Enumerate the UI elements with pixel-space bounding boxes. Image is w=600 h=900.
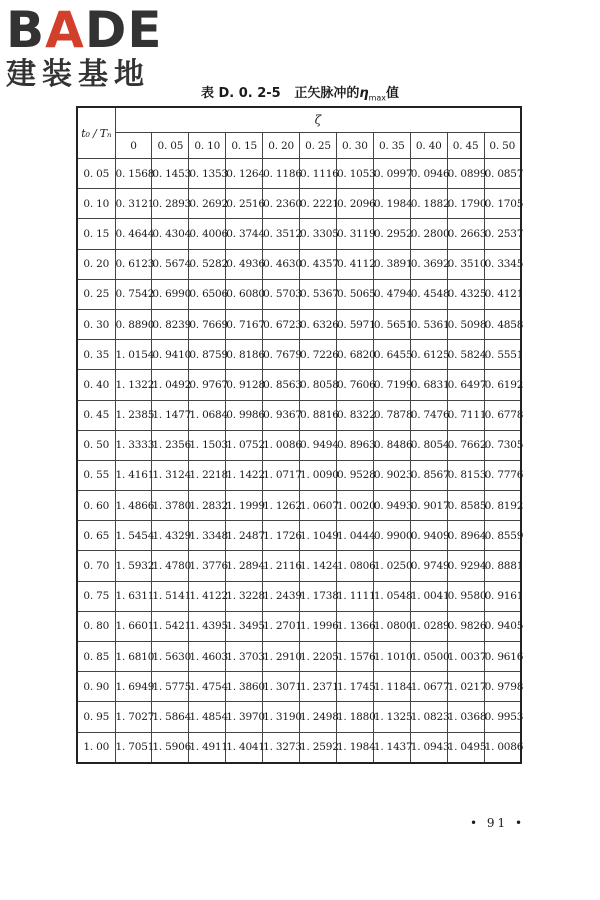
table-cell: 1. 3780 (152, 491, 189, 521)
table-cell: 0. 6990 (152, 279, 189, 309)
table-cell: 0. 3512 (263, 219, 300, 249)
row-label-cell: 0. 40 (77, 370, 115, 400)
row-label-cell: 0. 70 (77, 551, 115, 581)
table-cell: 1. 3333 (115, 430, 152, 460)
table-cell: 1. 4329 (152, 521, 189, 551)
table-cell: 1. 1049 (300, 521, 337, 551)
column-header: 0. 45 (447, 133, 484, 159)
table-cell: 0. 6080 (226, 279, 263, 309)
table-cell: 1. 1477 (152, 400, 189, 430)
table-row (77, 189, 521, 219)
table-cell: 0. 4357 (300, 249, 337, 279)
row-label-cell: 1. 00 (77, 732, 115, 763)
table-cell: 0. 8559 (484, 521, 521, 551)
row-label-cell: 0. 15 (77, 219, 115, 249)
table-cell: 1. 6311 (115, 581, 152, 611)
table-cell: 0. 9798 (484, 672, 521, 702)
table-cell: 1. 0492 (152, 370, 189, 400)
table-cell: 1. 1111 (336, 581, 373, 611)
table-cell: 0. 4644 (115, 219, 152, 249)
column-header: 0. 40 (410, 133, 447, 159)
table-cell: 1. 1880 (336, 702, 373, 732)
table-cell: 0. 3119 (336, 219, 373, 249)
table-cell: 0. 9900 (373, 521, 410, 551)
logo-brand-text: BADE (6, 1, 163, 59)
table-cell: 1. 0020 (336, 491, 373, 521)
table-cell: 1. 5141 (152, 581, 189, 611)
table-cell: 1. 1576 (336, 642, 373, 672)
table-cell: 0. 6192 (484, 370, 521, 400)
table-cell: 0. 7606 (336, 370, 373, 400)
table-cell: 0. 9528 (336, 460, 373, 490)
table-cell: 1. 4603 (189, 642, 226, 672)
column-header: 0. 30 (336, 133, 373, 159)
table-cell: 0. 8186 (226, 340, 263, 370)
table-cell: 1. 3776 (189, 551, 226, 581)
column-header: 0. 15 (226, 133, 263, 159)
table-cell: 0. 2516 (226, 189, 263, 219)
table-cell: 0. 2221 (300, 189, 337, 219)
table-cell: 1. 1424 (300, 551, 337, 581)
table-cell: 0. 9161 (484, 581, 521, 611)
table-cell: 0. 2692 (189, 189, 226, 219)
table-cell: 1. 2592 (300, 732, 337, 763)
table-row (77, 521, 521, 551)
caption-number: 表 D. 0. 2-5 (200, 86, 281, 101)
table-cell: 0. 6123 (115, 249, 152, 279)
table-cell: 1. 3703 (226, 642, 263, 672)
table-cell: 0. 6723 (263, 309, 300, 339)
table-cell: 1. 1325 (373, 702, 410, 732)
table-cell: 1. 6601 (115, 611, 152, 641)
table-cell: 0. 1790 (447, 189, 484, 219)
table-row (77, 642, 521, 672)
table-cell: 1. 5932 (115, 551, 152, 581)
table-cell: 1. 3228 (226, 581, 263, 611)
table-cell: 0. 3345 (484, 249, 521, 279)
table-cell: 0. 3891 (373, 249, 410, 279)
table-cell: 0. 8881 (484, 551, 521, 581)
table-cell: 0. 7199 (373, 370, 410, 400)
table-cell: 0. 5367 (300, 279, 337, 309)
table-cell: 0. 8759 (189, 340, 226, 370)
table-cell: 0. 9580 (447, 581, 484, 611)
table-cell: 0. 5703 (263, 279, 300, 309)
table-cell: 1. 3970 (226, 702, 263, 732)
row-label-cell: 0. 80 (77, 611, 115, 641)
table-cell: 0. 8816 (300, 400, 337, 430)
table-cell: 1. 0752 (226, 430, 263, 460)
row-label-cell: 0. 30 (77, 309, 115, 339)
column-header: 0. 50 (484, 133, 521, 159)
table-cell: 1. 1010 (373, 642, 410, 672)
table-row (77, 159, 521, 189)
table-cell: 1. 3071 (263, 672, 300, 702)
table-cell: 0. 1984 (373, 189, 410, 219)
logo-tagline: 建装基地 (6, 57, 150, 92)
table-cell: 1. 0943 (410, 732, 447, 763)
table-cell: 0. 6455 (373, 340, 410, 370)
table-cell: 0. 2096 (336, 189, 373, 219)
row-label-cell: 0. 35 (77, 340, 115, 370)
page-number: • 91 • (470, 816, 526, 830)
table-cell: 0. 8585 (447, 491, 484, 521)
table-cell: 1. 2487 (226, 521, 263, 551)
table-cell: 0. 8239 (152, 309, 189, 339)
table-cell: 1. 2116 (263, 551, 300, 581)
table-cell: 1. 0500 (410, 642, 447, 672)
table-cell: 1. 5864 (152, 702, 189, 732)
table-cell: 1. 6949 (115, 672, 152, 702)
table-cell: 1. 4911 (189, 732, 226, 763)
table-cell: 0. 9953 (484, 702, 521, 732)
table-cell: 1. 0217 (447, 672, 484, 702)
table-cell: 0. 7662 (447, 430, 484, 460)
table-cell: 0. 7776 (484, 460, 521, 490)
table-cell: 1. 5630 (152, 642, 189, 672)
table-cell: 1. 7027 (115, 702, 152, 732)
table-row (77, 491, 521, 521)
table-cell: 0. 5651 (373, 309, 410, 339)
table-cell: 1. 4866 (115, 491, 152, 521)
table-cell: 1. 0086 (263, 430, 300, 460)
table-cell: 0. 8890 (115, 309, 152, 339)
table-cell: 0. 7226 (300, 340, 337, 370)
table-cell: 1. 0717 (263, 460, 300, 490)
table-cell: 1. 1984 (336, 732, 373, 763)
table-cell: 0. 6831 (410, 370, 447, 400)
table-cell: 0. 9986 (226, 400, 263, 430)
column-header: 0. 20 (263, 133, 300, 159)
table-cell: 1. 0806 (336, 551, 373, 581)
table-row (77, 430, 521, 460)
table-body (77, 159, 524, 763)
header-row-columns (77, 133, 521, 159)
table-cell: 0. 1053 (336, 159, 373, 189)
table-cell: 0. 9493 (373, 491, 410, 521)
table-row (77, 219, 521, 249)
table-cell: 0. 3510 (447, 249, 484, 279)
table-cell: 1. 3190 (263, 702, 300, 732)
caption-symbol: η (359, 86, 369, 101)
table-cell: 1. 4041 (226, 732, 263, 763)
row-label-cell: 0. 20 (77, 249, 115, 279)
table-cell: 1. 0444 (336, 521, 373, 551)
table-cell: 0. 3305 (300, 219, 337, 249)
table-cell: 0. 7305 (484, 430, 521, 460)
zeta-group-header: ζ (115, 107, 521, 133)
row-label-cell: 0. 90 (77, 672, 115, 702)
table-row (77, 460, 521, 490)
table-cell: 0. 8153 (447, 460, 484, 490)
table-cell: 0. 0997 (373, 159, 410, 189)
column-header: 0. 25 (300, 133, 337, 159)
row-label-cell: 0. 85 (77, 642, 115, 672)
table-cell: 0. 4794 (373, 279, 410, 309)
table-cell: 0. 4006 (189, 219, 226, 249)
table-cell: 0. 1264 (226, 159, 263, 189)
table-cell: 0. 4936 (226, 249, 263, 279)
table-cell: 1. 2439 (263, 581, 300, 611)
table-cell: 1. 1366 (336, 611, 373, 641)
table-row (77, 400, 521, 430)
table-cell: 1. 0289 (410, 611, 447, 641)
table-cell: 1. 0607 (300, 491, 337, 521)
table-cell: 0. 6778 (484, 400, 521, 430)
row-label-cell: 0. 55 (77, 460, 115, 490)
table-cell: 0. 2893 (152, 189, 189, 219)
row-label-cell: 0. 75 (77, 581, 115, 611)
table-cell: 1. 2894 (226, 551, 263, 581)
table-cell: 1. 2205 (300, 642, 337, 672)
table-row (77, 581, 521, 611)
table-cell: 0. 2952 (373, 219, 410, 249)
table-cell: 1. 7051 (115, 732, 152, 763)
row-label-cell: 0. 50 (77, 430, 115, 460)
table-cell: 1. 0368 (447, 702, 484, 732)
eta-max-table (76, 106, 522, 764)
table-cell: 0. 3692 (410, 249, 447, 279)
table-row (77, 732, 521, 763)
table-cell: 0. 2800 (410, 219, 447, 249)
table-cell: 0. 1568 (115, 159, 152, 189)
table-cell: 1. 0684 (189, 400, 226, 430)
row-label-cell: 0. 25 (77, 279, 115, 309)
table-cell: 0. 5674 (152, 249, 189, 279)
table-cell: 1. 4395 (189, 611, 226, 641)
table-cell: 1. 2701 (263, 611, 300, 641)
table-caption (0, 82, 600, 103)
table-cell: 0. 4121 (484, 279, 521, 309)
row-label-cell: 0. 45 (77, 400, 115, 430)
caption-text: 正矢脉冲的 (294, 86, 360, 101)
table-cell: 0. 6506 (189, 279, 226, 309)
table-row (77, 551, 521, 581)
table-cell: 1. 1996 (300, 611, 337, 641)
table-row (77, 249, 521, 279)
table-cell: 0. 9023 (373, 460, 410, 490)
table-cell: 0. 5971 (336, 309, 373, 339)
table-cell: 0. 7111 (447, 400, 484, 430)
table-cell: 1. 1184 (373, 672, 410, 702)
table-cell: 1. 2385 (115, 400, 152, 430)
table-cell: 0. 7669 (189, 309, 226, 339)
table-cell: 0. 8563 (263, 370, 300, 400)
table-cell: 1. 2356 (152, 430, 189, 460)
table-cell: 0. 1353 (189, 159, 226, 189)
column-header: 0 (115, 133, 152, 159)
table-cell: 1. 2498 (300, 702, 337, 732)
table-cell: 0. 0946 (410, 159, 447, 189)
table-cell: 0. 9749 (410, 551, 447, 581)
table-row (77, 702, 521, 732)
row-label-cell: 0. 95 (77, 702, 115, 732)
bade-logo (6, 1, 176, 92)
table-cell: 0. 9767 (189, 370, 226, 400)
table-cell: 1. 1738 (300, 581, 337, 611)
column-header: 0. 05 (152, 133, 189, 159)
row-header-cell: t₀ / Tₙ (77, 107, 115, 159)
table-cell: 1. 5421 (152, 611, 189, 641)
table-cell: 0. 0899 (447, 159, 484, 189)
table-cell: 1. 5454 (115, 521, 152, 551)
table-cell: 1. 2218 (189, 460, 226, 490)
table-cell: 0. 1705 (484, 189, 521, 219)
table-cell: 0. 4630 (263, 249, 300, 279)
table-cell: 1. 3348 (189, 521, 226, 551)
table-cell: 0. 5551 (484, 340, 521, 370)
table-cell: 1. 4122 (189, 581, 226, 611)
table-cell: 1. 0090 (300, 460, 337, 490)
table-cell: 0. 5098 (447, 309, 484, 339)
table-cell: 0. 4304 (152, 219, 189, 249)
table-cell: 0. 9405 (484, 611, 521, 641)
table-cell: 0. 9128 (226, 370, 263, 400)
header-row-group (77, 107, 521, 133)
caption-subscript: max (368, 93, 387, 103)
table-cell: 1. 2832 (189, 491, 226, 521)
table-row (77, 370, 521, 400)
table-cell: 0. 7167 (226, 309, 263, 339)
table-cell: 0. 7542 (115, 279, 152, 309)
table-cell: 0. 9826 (447, 611, 484, 641)
row-label-cell: 0. 60 (77, 491, 115, 521)
table-cell: 0. 7878 (373, 400, 410, 430)
table-cell: 0. 5361 (410, 309, 447, 339)
table-cell: 0. 6125 (410, 340, 447, 370)
table-cell: 1. 0800 (373, 611, 410, 641)
table-cell: 1. 4854 (189, 702, 226, 732)
table-cell: 0. 8054 (410, 430, 447, 460)
logo-wordmark (6, 1, 176, 59)
table-cell: 0. 4858 (484, 309, 521, 339)
table-cell: 0. 1116 (300, 159, 337, 189)
table-cell: 1. 1745 (336, 672, 373, 702)
table-cell: 1. 4780 (152, 551, 189, 581)
table-row (77, 309, 521, 339)
table-cell: 0. 5065 (336, 279, 373, 309)
table-cell: 1. 0037 (447, 642, 484, 672)
table-cell: 0. 6497 (447, 370, 484, 400)
table-cell: 1. 0250 (373, 551, 410, 581)
table-cell: 0. 4548 (410, 279, 447, 309)
table-cell: 0. 2360 (263, 189, 300, 219)
table-cell: 0. 9409 (410, 521, 447, 551)
table-cell: 1. 1999 (226, 491, 263, 521)
table-cell: 0. 3121 (115, 189, 152, 219)
table-cell: 0. 9367 (263, 400, 300, 430)
table-cell: 1. 0548 (373, 581, 410, 611)
table-cell: 0. 8322 (336, 400, 373, 430)
table-cell: 0. 7679 (263, 340, 300, 370)
table-cell: 0. 1453 (152, 159, 189, 189)
table-cell: 0. 8058 (300, 370, 337, 400)
table-cell: 1. 0677 (410, 672, 447, 702)
table-cell: 0. 0857 (484, 159, 521, 189)
table-cell: 0. 9294 (447, 551, 484, 581)
table-cell: 0. 9494 (300, 430, 337, 460)
table-cell: 1. 1422 (226, 460, 263, 490)
table-cell: 1. 0086 (484, 732, 521, 763)
table-cell: 0. 1882 (410, 189, 447, 219)
column-header: 0. 10 (189, 133, 226, 159)
table-cell: 0. 8964 (447, 521, 484, 551)
table-cell: 1. 2910 (263, 642, 300, 672)
table-cell: 0. 5282 (189, 249, 226, 279)
table-row (77, 340, 521, 370)
table-cell: 1. 4161 (115, 460, 152, 490)
table-cell: 0. 9410 (152, 340, 189, 370)
table-cell: 1. 3273 (263, 732, 300, 763)
table-cell: 1. 4754 (189, 672, 226, 702)
table-cell: 1. 0823 (410, 702, 447, 732)
table-cell: 0. 2663 (447, 219, 484, 249)
row-label-cell: 0. 05 (77, 159, 115, 189)
table-cell: 1. 3860 (226, 672, 263, 702)
table-cell: 0. 1186 (263, 159, 300, 189)
table-cell: 1. 1262 (263, 491, 300, 521)
table-cell: 1. 1322 (115, 370, 152, 400)
table-row (77, 279, 521, 309)
table-cell: 1. 3495 (226, 611, 263, 641)
table-cell: 0. 8963 (336, 430, 373, 460)
table-cell: 0. 8486 (373, 430, 410, 460)
column-header: 0. 35 (373, 133, 410, 159)
table-cell: 0. 5824 (447, 340, 484, 370)
table-cell: 1. 0495 (447, 732, 484, 763)
table-cell: 0. 2537 (484, 219, 521, 249)
table-cell: 0. 7476 (410, 400, 447, 430)
table-cell: 1. 6810 (115, 642, 152, 672)
table-cell: 0. 9017 (410, 491, 447, 521)
table-cell: 1. 5906 (152, 732, 189, 763)
table-cell: 0. 8192 (484, 491, 521, 521)
table-cell: 1. 1437 (373, 732, 410, 763)
table-cell: 1. 5775 (152, 672, 189, 702)
table-cell: 0. 4112 (336, 249, 373, 279)
table-row (77, 611, 521, 641)
table-cell: 1. 3124 (152, 460, 189, 490)
table-cell: 0. 6326 (300, 309, 337, 339)
table-cell: 1. 2371 (300, 672, 337, 702)
row-label-cell: 0. 10 (77, 189, 115, 219)
caption-suffix: 值 (386, 86, 400, 101)
table-cell: 0. 4325 (447, 279, 484, 309)
table-cell: 1. 1726 (263, 521, 300, 551)
table-cell: 1. 0041 (410, 581, 447, 611)
row-label-cell: 0. 65 (77, 521, 115, 551)
table-row (77, 672, 521, 702)
table-cell: 0. 6820 (336, 340, 373, 370)
table-cell: 1. 0154 (115, 340, 152, 370)
table-cell: 0. 8567 (410, 460, 447, 490)
table-cell: 0. 9616 (484, 642, 521, 672)
table-cell: 1. 1503 (189, 430, 226, 460)
table-cell: 0. 3744 (226, 219, 263, 249)
